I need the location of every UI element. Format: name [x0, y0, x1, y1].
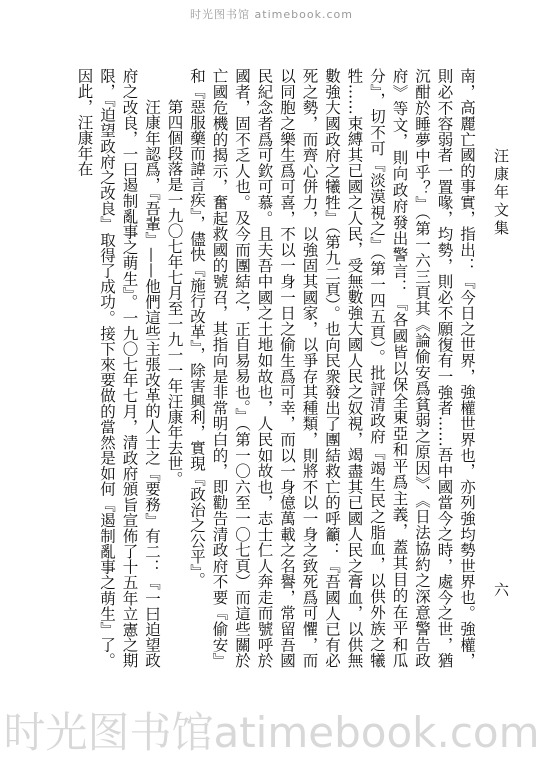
watermark-top: 时光图书馆 atimebook.com	[190, 8, 353, 21]
paragraph-3: 汪康年認爲，『吾輩』——他們這些主張改革的人士之『要務』有二：『一曰迫望政府之改良，一曰遏制亂事之萌生』。一九〇七年七月，清政府頒旨宣佈了十五年立憲之期限，『迫望政府之改良』取得了成功。接下來要做的當然是如何『遏制亂事之萌生』了。因此，汪康年在	[75, 68, 161, 668]
paragraph-1: 南，高麗亡國的事實，指出：『今日之世界，強權世界也，亦列強均勢世界也。強權，則必不容弱者一置喙，均勢，則必不願復有一強者……吾中國當今之時，處今之世，猶沉酣於睡夢中乎？』（第一六三頁其《論偷安爲貧弱之原因》、《日法協約之深意警告政府》等文，則向政府發出警言：『各國皆以保全東亞和平爲主義，蓋其目的在平和瓜分』，切不可『淡漠視之』（第一四五頁）。批評清政府『竭生民之脂血，以供外族之犧牲……束縛其已國之人民，受無數強大國人民之奴視，竭盡其已國人民之膏血，以供無數強大國政府之犧牲』（第九二頁）。也向民衆發出了團結救亡的呼籲：『吾國人已有必死之勢，而齊心併力，以強固其國家，以爭存其種類，則將不以一身之致死爲可懼，而以同胞之樂生爲可喜，不以一身一日之偷生爲可幸，而以一身億萬載之名譽，常留吾國民紀念者爲可欽可慕。且夫吾中國之土地如故也，人民如故也，志士仁人奔走而號呼於國者，固不乏人也。及今而團結之，正自易易也。』（第一〇六至一〇七頁）而這些關於亡國危機的揭示，奮起救國的號召，其指向是非常明白的，即勸告清政府不要『偷安』和『惡服藥而諱言疾』，儘快『施行改革』，除害興利，實現『政治之公平』。	[188, 68, 476, 668]
body-text	[75, 68, 478, 668]
page-number: 六	[492, 582, 510, 597]
book-page	[72, 60, 512, 670]
running-head: 汪康年文集	[492, 148, 510, 238]
watermark-bottom: 时光图书馆atimebook.com	[3, 708, 540, 757]
paragraph-2: 第四個段落是一九〇七年七月至一九一一年汪康年去世。	[165, 99, 184, 487]
